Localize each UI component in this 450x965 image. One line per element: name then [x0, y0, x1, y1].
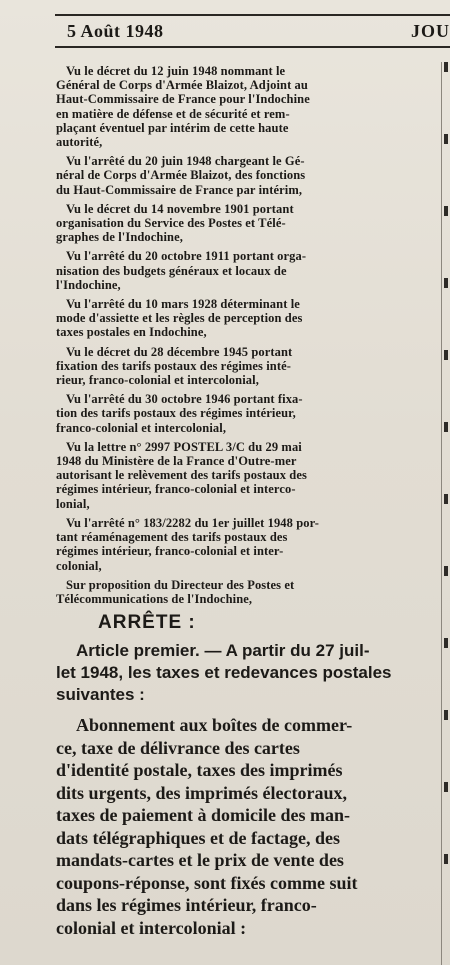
text-line: l'Indochine,	[56, 277, 121, 292]
page-header	[55, 14, 450, 48]
text-line: Vu l'arrêté du 20 juin 1948 chargeant le Gé-	[66, 154, 305, 169]
text-line: rieur, franco-colonial et intercolonial,	[56, 373, 259, 388]
consideration-paragraph	[56, 392, 434, 435]
text-line: fixation des tarifs postaux des régimes inté-	[56, 358, 292, 373]
text-line: 1948 du Ministère de la France d'Outre-mer	[56, 454, 297, 469]
consideration-paragraph	[56, 249, 434, 292]
tariff-line: dats télégraphiques et de factage, des	[56, 827, 340, 848]
text-line: colonial,	[56, 558, 102, 573]
text-line: organisation du Service des Postes et Télé-	[56, 216, 286, 231]
consideration-paragraph	[56, 297, 434, 340]
text-line: autorisant le relèvement des tarifs postaux des	[56, 468, 307, 483]
text-line: plaçant éventuel par intérim de cette haute	[56, 120, 289, 135]
article-line: suivantes :	[56, 685, 145, 705]
arrete-heading: ARRÊTE :	[98, 612, 196, 634]
article-line: Article premier. — A partir du 27 juil-	[76, 641, 370, 661]
consideration-paragraph	[56, 516, 434, 573]
text-line: graphes de l'Indochine,	[56, 230, 183, 245]
text-line: Vu l'arrêté du 10 mars 1928 déterminant le	[66, 297, 300, 312]
text-line: Sur proposition du Directeur des Postes et	[66, 577, 295, 592]
considerations-list	[56, 64, 434, 606]
tariff-line: dans les régimes intérieur, franco-	[56, 895, 317, 916]
article-line: let 1948, les taxes et redevances postales	[56, 663, 392, 683]
header-bottom-rule	[55, 46, 450, 48]
text-line: régimes intérieur, franco-colonial et interco-	[56, 482, 296, 497]
text-line: tion des tarifs postaux des régimes intérieur,	[56, 406, 296, 421]
article-premier	[56, 640, 434, 706]
consideration-paragraph	[56, 64, 434, 149]
text-line: lonial,	[56, 496, 90, 511]
tariff-line: coupons-réponse, sont fixés comme suit	[56, 872, 358, 893]
text-line: tant réaménagement des tarifs postaux des	[56, 530, 288, 545]
column-divider	[441, 62, 442, 965]
consideration-paragraph	[56, 202, 434, 245]
text-line: nisation des budgets généraux et locaux de	[56, 263, 287, 278]
text-line: Haut-Commissaire de France pour l'Indochine	[56, 92, 310, 107]
text-line: Vu le décret du 14 novembre 1901 portant	[66, 201, 294, 216]
consideration-paragraph	[56, 154, 434, 197]
tariff-line: colonial et intercolonial :	[56, 917, 247, 938]
consideration-paragraph	[56, 440, 434, 511]
text-line: néral de Corps d'Armée Blaizot, des fonctions	[56, 168, 306, 183]
text-line: Vu l'arrêté n° 183/2282 du 1er juillet 1948 por-	[66, 515, 320, 530]
text-line: Vu l'arrêté du 30 octobre 1946 portant fixa-	[66, 392, 303, 407]
header-top-rule	[55, 14, 450, 16]
article-body	[56, 64, 434, 939]
tariff-line: ce, taxe de délivrance des cartes	[56, 737, 300, 758]
text-line: franco-colonial et intercolonial,	[56, 420, 227, 435]
tariff-line: d'identité postale, taxes des imprimés	[56, 760, 343, 781]
text-line: mode d'assiette et les règles de perception des	[56, 311, 303, 326]
journal-title-fragment: JOU	[411, 21, 450, 41]
text-line: du Haut-Commissaire de France par intérim,	[56, 182, 303, 197]
tariff-line: mandats-cartes et le prix de vente des	[56, 850, 344, 871]
text-line: Général de Corps d'Armée Blaizot, Adjoint au	[56, 78, 308, 93]
tariff-paragraph	[56, 714, 434, 939]
text-line: Vu le décret du 28 décembre 1945 portant	[66, 344, 293, 359]
consideration-paragraph	[56, 578, 434, 606]
consideration-paragraph	[56, 345, 434, 388]
text-line: autorité,	[56, 135, 103, 150]
text-line: régimes intérieur, franco-colonial et inter-	[56, 544, 284, 559]
tariff-line: Abonnement aux boîtes de commer-	[76, 715, 353, 736]
issue-date: 5 Août 1948	[67, 21, 164, 41]
text-line: taxes postales en Indochine,	[56, 325, 207, 340]
text-line: Vu le décret du 12 juin 1948 nommant le	[66, 64, 286, 78]
tariff-line: dits urgents, des imprimés électoraux,	[56, 782, 347, 803]
text-line: en matière de défense et de sécurité et rem-	[56, 106, 290, 121]
text-line: Télécommunications de l'Indochine,	[56, 591, 253, 606]
text-line: Vu la lettre n° 2997 POSTEL 3/C du 29 mai	[66, 439, 302, 454]
text-line: Vu l'arrêté du 20 octobre 1911 portant orga-	[66, 249, 307, 264]
tariff-line: taxes de paiement à domicile des man-	[56, 805, 350, 826]
adjacent-column-fragments	[444, 62, 450, 926]
